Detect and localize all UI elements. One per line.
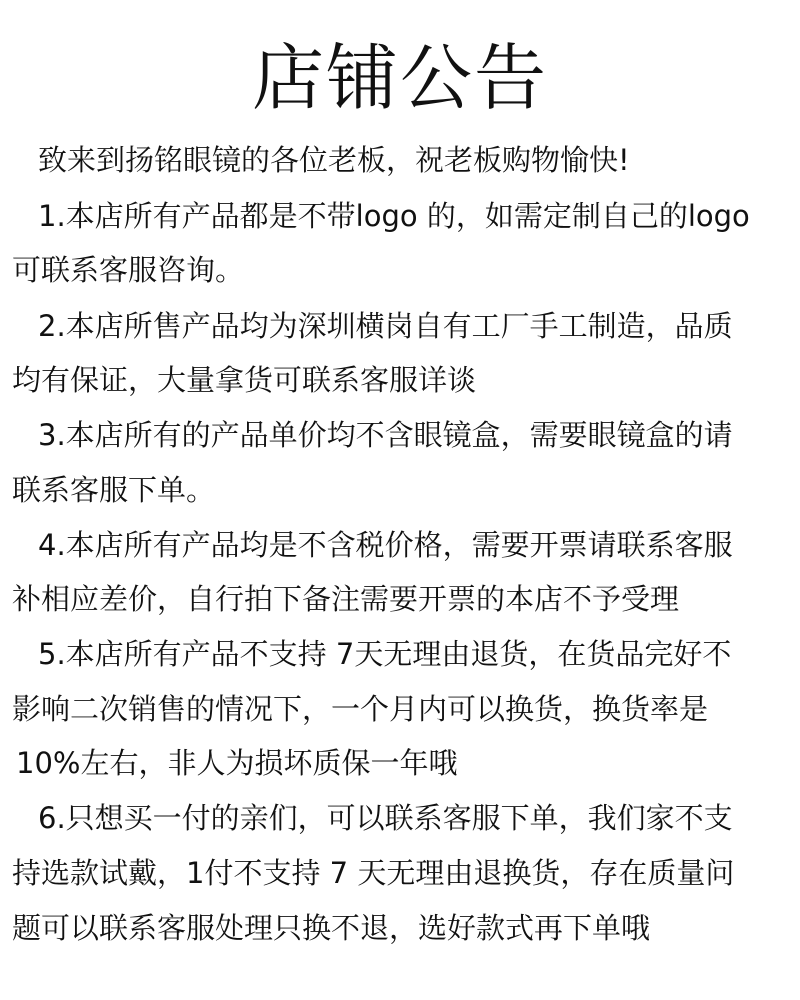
notice-line-1a: 1.本店所有产品都是不带logo 的，如需定制自己的logo [38,199,750,233]
notice-line-greeting: 致来到扬铭眼镜的各位老板，祝老板购物愉快! [38,143,630,177]
notice-line-2a: 2.本店所售产品均为深圳横岗自有工厂手工制造，品质 [38,309,733,343]
notice-line-6c: 题可以联系客服处理只换不退，选好款式再下单哦 [12,911,651,945]
notice-line-6b: 持选款试戴，1付不支持 7 天无理由退换货，存在质量问 [12,856,735,890]
notice-line-5b: 影响二次销售的情况下，一个月内可以换货，换货率是 [12,692,709,726]
notice-title: 店铺公告 [251,36,548,120]
notice-line-2b: 均有保证，大量拿货可联系客服详谈 [12,363,477,397]
notice-line-4b: 补相应差价，自行拍下备注需要开票的本店不予受理 [12,582,680,616]
notice-line-3a: 3.本店所有的产品单价均不含眼镜盒，需要眼镜盒的请 [38,418,733,452]
notice-line-5a: 5.本店所有产品不支持 7天无理由退货，在货品完好不 [38,637,732,671]
notice-line-5c: 10%左右，非人为损坏质保一年哦 [16,746,458,780]
notice-line-6a: 6.只想买一付的亲们，可以联系客服下单，我们家不支 [38,801,733,835]
notice-line-4a: 4.本店所有产品均是不含税价格，需要开票请联系客服 [38,528,733,562]
notice-line-1b: 可联系客服咨询。 [12,253,245,287]
notice-line-3b: 联系客服下单。 [12,473,216,507]
